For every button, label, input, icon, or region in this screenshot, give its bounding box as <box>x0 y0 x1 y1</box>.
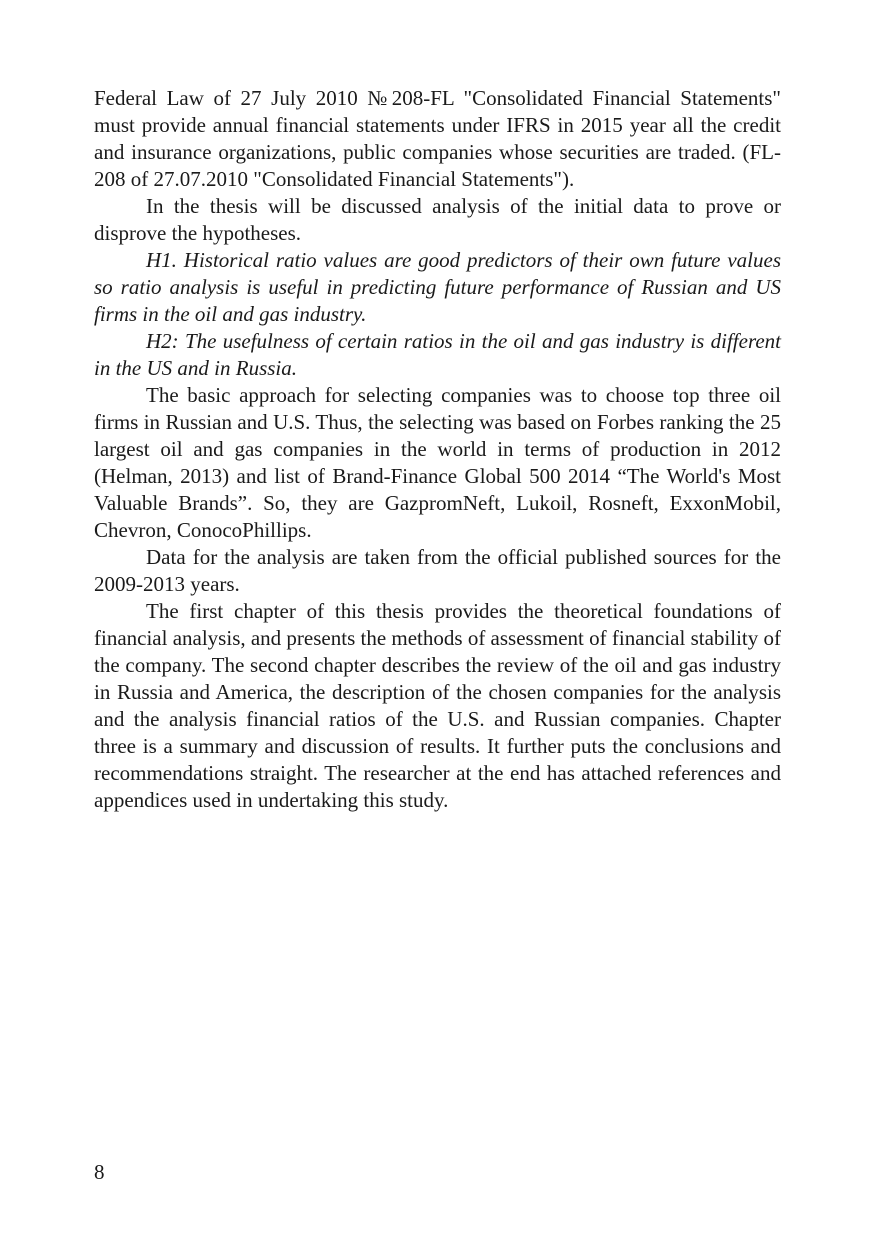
page-number: 8 <box>94 1160 105 1184</box>
paragraph-chapter-overview: The first chapter of this thesis provides the theoretical foundations of financial analysis, and presents the methods of assessment of financial stability of the company. The second chapter describes the review of the oil and gas industry in Russia and America, the description of the chosen companies for the analysis and the analysis financial ratios of the U.S. and Russian companies. Chapter three is a summary and discussion of results. It further puts the conclusions and recommendations straight. The researcher at the end has attached references and appendices used in undertaking this study. <box>94 599 781 812</box>
paragraph-thesis-intro: In the thesis will be discussed analysis of the initial data to prove or disprove the hypotheses. <box>94 194 781 245</box>
paragraph-company-selection: The basic approach for selecting companies was to choose top three oil firms in Russian and U.S. Thus, the selecting was based on Forbes ranking the 25 largest oil and gas companies in the world in terms of production in 2012 (Helman, 2013) and list of Brand-Finance Global 500 2014 “The World's Most Valuable Brands”. So, they are GazpromNeft, Lukoil, Rosneft, ExxonMobil, Chevron, ConocoPhillips. <box>94 383 781 542</box>
hypothesis-h2: H2: The usefulness of certain ratios in the oil and gas industry is different in the US and in Russia. <box>94 329 781 380</box>
body-text <box>94 85 781 814</box>
hypothesis-h1: H1. Historical ratio values are good predictors of their own future values so ratio analysis is useful in predicting future performance of Russian and US firms in the oil and gas industry. <box>94 248 781 326</box>
paragraph-data-sources: Data for the analysis are taken from the official published sources for the 2009-2013 years. <box>94 545 781 596</box>
paragraph-federal-law: Federal Law of 27 July 2010 №208-FL "Consolidated Financial Statements" must provide annual financial statements under IFRS in 2015 year all the credit and insurance organizations, public companies whose securities are traded. (FL-208 of 27.07.2010 "Consolidated Financial Statements"). <box>94 86 781 191</box>
